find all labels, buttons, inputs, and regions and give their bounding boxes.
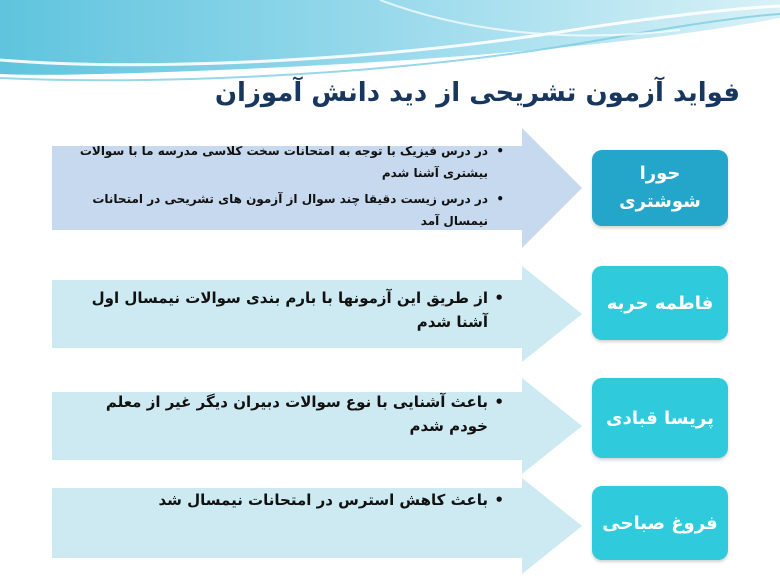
- row-1-arrow: [52, 128, 582, 248]
- name-text: فروغ صباحی: [602, 512, 718, 534]
- row-2-bullets: [66, 286, 516, 334]
- bullet-icon: •: [494, 393, 504, 411]
- bullet-text: باعث آشنایی با نوع سوالات دبیران دیگر غیر از معلم خودم شدم: [105, 393, 488, 435]
- row-4-bullets: [66, 488, 516, 512]
- row-4-arrow: [52, 478, 582, 574]
- row-3-bullets: [66, 390, 516, 438]
- name-box-2: [592, 266, 728, 340]
- row-2-content: [66, 266, 516, 362]
- bullet-icon: •: [494, 491, 504, 509]
- name-line-1: حورا: [639, 163, 681, 184]
- bullet-text: در درس فیزیک با توجه به امتحانات سخت کلاسی مدرسه ما با سوالات بیشتری آشنا شدم: [79, 144, 488, 180]
- slide-title: فواید آزمون تشریحی از دید دانش آموزان: [214, 78, 740, 108]
- bullet-text: از طریق این آزمونها با بارم بندی سوالات نیمسال اول آشنا شدم: [91, 289, 488, 331]
- name-box-4: [592, 486, 728, 560]
- bullet-item: [66, 140, 502, 184]
- bullet-icon: •: [494, 289, 504, 307]
- row-4-content: [66, 478, 516, 574]
- row-3-arrow: [52, 378, 582, 474]
- bullet-item: [66, 488, 502, 512]
- bullet-icon: •: [496, 192, 504, 206]
- bullet-text: در درس زیست دقیقا چند سوال از آزمون های تشریحی در امتحانات نیمسال آمد: [92, 192, 488, 228]
- bullet-item: [66, 286, 502, 334]
- row-2-arrow: [52, 266, 582, 362]
- name-text: پریسا قبادی: [606, 407, 714, 429]
- name-box-3: [592, 378, 728, 458]
- row-1-content: [66, 146, 516, 230]
- name-line-2: شوشتری: [619, 191, 701, 212]
- row-3-content: [66, 378, 516, 474]
- bullet-icon: •: [496, 144, 504, 158]
- bullet-text: باعث کاهش استرس در امتحانات نیمسال شد: [158, 491, 488, 509]
- name-box-1: [592, 150, 728, 226]
- bullet-item: [66, 390, 502, 438]
- bullet-item: [66, 188, 502, 232]
- name-text: فاطمه حربه: [606, 292, 714, 314]
- row-1-bullets: [66, 140, 516, 236]
